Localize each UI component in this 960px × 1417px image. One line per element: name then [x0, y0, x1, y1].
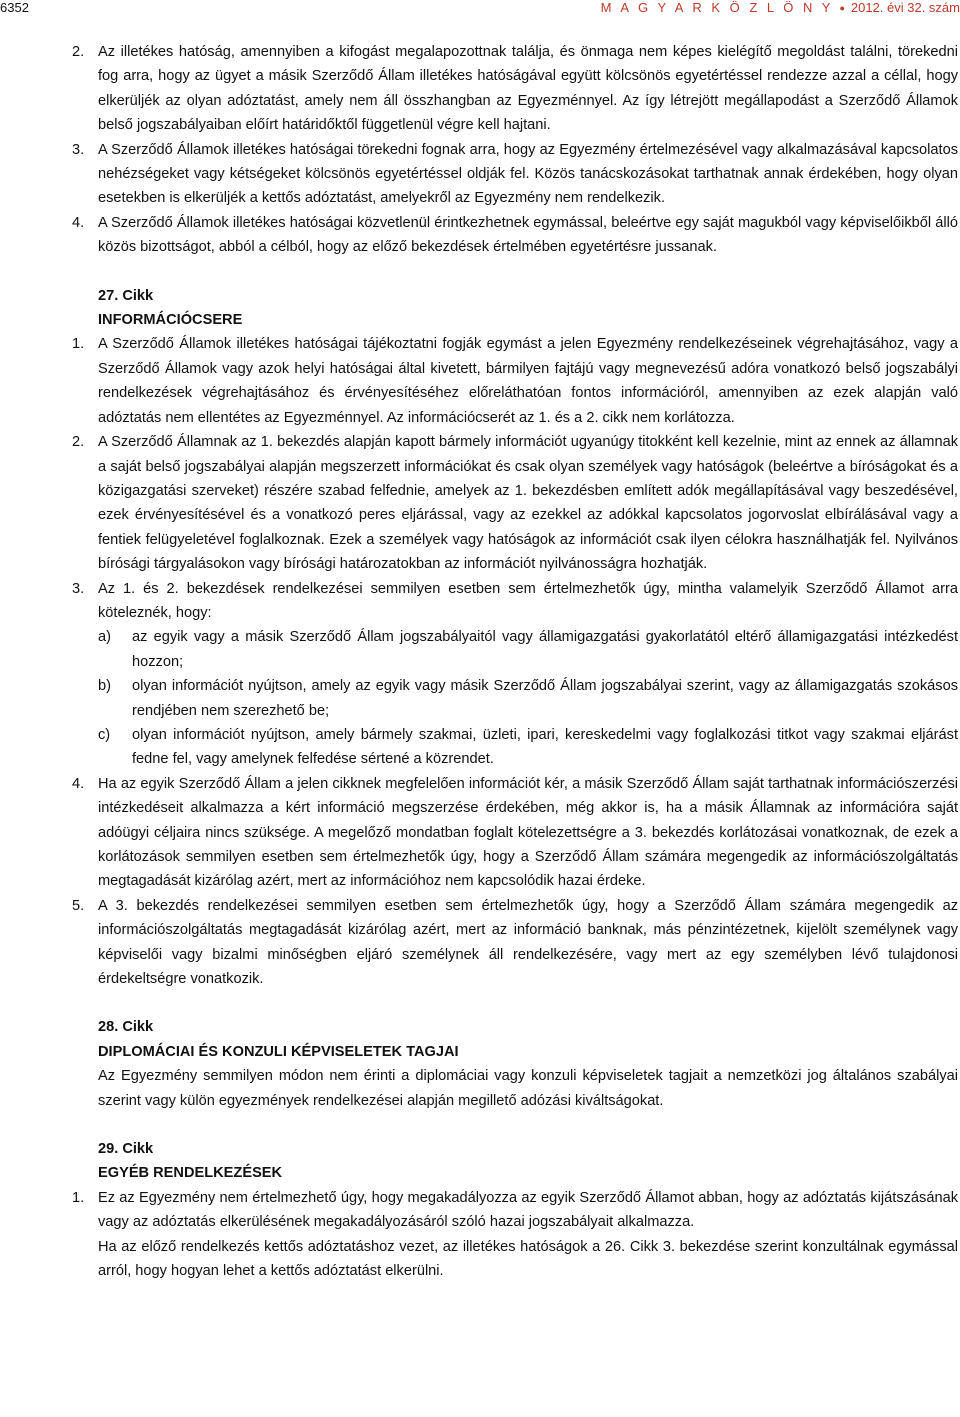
paragraph-number: 3. — [72, 580, 85, 597]
article-28-title: DIPLOMÁCIAI ÉS KONZULI KÉPVISELETEK TAGJAI — [98, 1043, 459, 1060]
article-29-number: 29. Cikk — [98, 1141, 154, 1158]
point-text: olyan információt nyújtson, amely bármely szakmai, üzleti, ipari, kereskedelmi vagy foglalkozási titkot vagy szakmai eljárást fedne fel, vagy amelynek felfedése sértené a közrendet. — [132, 726, 958, 768]
article-27-paragraph-4 — [72, 772, 958, 894]
point-label: c) — [98, 726, 111, 743]
paragraph-number: 3. — [72, 141, 85, 158]
article-28-text: Az Egyezmény semmilyen módon nem érinti a diplomáciai vagy konzuli képviseletek tagjait a nemzetközi jog általános szabályai szerint vagy külön egyezmények rendelkezései alapján megillető adózási kiváltságokat. — [98, 1068, 958, 1109]
article-27-number: 27. Cikk — [98, 287, 154, 304]
point-label: b) — [98, 678, 111, 695]
article-27-paragraph-2 — [72, 430, 958, 576]
point-label: a) — [98, 629, 111, 646]
paragraph-number: 4. — [72, 775, 85, 792]
article-27-paragraph-1 — [72, 332, 958, 430]
bullet-separator-icon: ● — [839, 3, 845, 13]
article-27-point-a — [72, 625, 958, 674]
article-27-paragraph-3 — [72, 577, 958, 626]
journal-title: M A G Y A R K Ö Z L Ö N Y — [600, 0, 834, 15]
paragraph-text: Az illetékes hatóság, amennyiben a kifogást megalapozottnak találja, és önmaga nem képes kielégítő megoldást találni, törekedni fog arra, hogy az ügyet a másik Szerződő Állam illetékes hatóságával együtt kölcsönös egyetértéssel rendezze azzal a céllal, hogy elkerüljék az olyan adóztatást, amely nem áll összhangban az Egyezménnyel. Az így létrejött megállapodást a Szerződő Államok belső jogszabályaiban előírt határidőktől függetlenül végre kell hajtani. — [98, 44, 958, 134]
article-27-title: INFORMÁCIÓCSERE — [98, 312, 243, 329]
article-29-paragraph-1-continuation: Ha az előző rendelkezés kettős adóztatáshoz vezet, az illetékes hatóságok a 26. Cikk 3. bekezdése szerint konzultálnak egymással arról, hogy hogyan lehet a kettős adóztatást elkerülni. — [98, 1238, 958, 1280]
paragraph-text: Ez az Egyezmény nem értelmezhető úgy, hogy megakadályozza az egyik Szerződő Államot abban, hogy az adóztatás kijátszásának vagy az adóztatás elkerülésének megakadályozásáról szóló hazai jogszabályait alkalmazza. — [98, 1189, 958, 1231]
paragraph-number: 5. — [72, 897, 85, 914]
paragraph-number: 1. — [72, 336, 85, 353]
article-27-paragraph-5 — [72, 894, 958, 992]
journal-issue: 2012. évi 32. szám — [850, 0, 960, 15]
paragraph-text: A Szerződő Államok illetékes hatóságai törekedni fognak arra, hogy az Egyezmény értelmezésével vagy alkalmazásával kapcsolatos nehézségeket vagy kétségeket kölcsönös egyetértéssel oldják fel. Közös tanácskozásokat tarthatnak annak érdekében, hogy olyan esetekben is elkerüljék a kettős adóztatást, amelyekről az Egyezmény nem rendelkezik. — [98, 141, 958, 207]
paragraph-text: A 3. bekezdés rendelkezései semmilyen esetben sem értelmezhetők úgy, hogy a Szerződő Állam számára megengedik az információszolgáltatás megtagadását kizárólag azért, mert az információ banknak, más pénzintézetnek, kijelölt személynek vagy képviselői vagy bizalmi minőségben eljáró személynek áll rendelkezésére, vagy mert az egy személyben lévő tulajdonosi érdekeltségre vonatkozik. — [98, 897, 958, 988]
paragraph-text: Ha az egyik Szerződő Állam a jelen cikknek megfelelően információt kér, a másik Szerződő Állam saját tarthatnak információszerzési intézkedéseit alkalmazza a kért információ megszerzése érdekében, még akkor is, ha a másik Államnak az információra saját adóügyi céljaira nincs szüksége. A megelőző mondatban foglalt kötelezettségre a 3. bekezdés korlátozásai vonatkoznak, de ezek a korlátozások semmilyen esetben sem értelmezhetők úgy, hogy a Szerződő Állam számára megengedik az információszolgáltatás megtagadását kizárólag azért, mert az információhoz nem kapcsolódik hazai érdeke. — [98, 775, 958, 890]
paragraph-number: 4. — [72, 214, 85, 231]
point-text: olyan információt nyújtson, amely az egyik vagy másik Szerződő Állam jogszabályai szerint, vagy az államigazgatás szokásos rendjében nem szerezhető be; — [132, 678, 958, 719]
article-29-paragraph-1 — [72, 1186, 958, 1235]
paragraph-text: Az 1. és 2. bekezdések rendelkezései semmilyen esetben sem értelmezhetők úgy, mintha valamelyik Szerződő Államot arra köteleznék, hogy: — [98, 580, 958, 621]
article-26-paragraph-4 — [72, 211, 958, 260]
paragraph-text: A Szerződő Államok illetékes hatóságai tájékoztatni fogják egymást a jelen Egyezmény rendelkezéseinek végrehajtásához, vagy a Szerződő Államok vagy azok helyi hatóságai által kivetett, bármilyen fajtájú vagy megnevezésű adóra vonatkozó belső jogszabályi rendelkezések végrehajtásához és érvényesítéséhez előreláthatóan fontos információról, amennyiben az ezek alapján való adóztatás nem ellentétes az Egyezménnyel. Az információcserét az 1. és a 2. cikk nem korlátozza. — [98, 336, 958, 426]
article-26-paragraph-2 — [72, 40, 958, 138]
article-27-point-b — [72, 674, 958, 723]
paragraph-number: 2. — [72, 434, 85, 451]
paragraph-text: A Szerződő Államok illetékes hatóságai közvetlenül érintkezhetnek egymással, beleértve egy saját magukból vagy képviselőikből álló közös bizottságot, abból a célból, hogy az előző bekezdések értelmében egyetértésre jussanak. — [98, 214, 958, 256]
page-header — [0, 0, 960, 20]
document-body — [72, 40, 958, 1284]
point-text: az egyik vagy a másik Szerződő Állam jogszabályaitól vagy államigazgatási gyakorlatától eltérő államigazgatási intézkedést hozzon; — [132, 629, 958, 670]
paragraph-number: 2. — [72, 44, 85, 60]
paragraph-number: 1. — [72, 1189, 85, 1206]
journal-masthead — [601, 0, 960, 15]
page-number: 6352 — [0, 0, 29, 15]
article-29-title: EGYÉB RENDELKEZÉSEK — [98, 1165, 283, 1182]
article-26-paragraph-3 — [72, 138, 958, 211]
article-28-number: 28. Cikk — [98, 1019, 154, 1036]
article-27-point-c — [72, 723, 958, 772]
paragraph-text: A Szerződő Államnak az 1. bekezdés alapján kapott bármely információt ugyanúgy titokként kell kezelnie, mint az ennek az államnak a saját belső jogszabályai alapján megszerzett információkat és csak olyan személyek vagy hatóságok (beleértve a bíróságokat és a közigazgatási szerveket) részére szabad felfednie, amelyek az 1. bekezdésben említett adók megállapításával vagy beszedésével, ezek érvényesítésével és a vonatkozó peres eljárással, vagy az ezekkel az adókkal kapcsolatos jogorvoslat elbírálásával vagy a fentiek felügyeletével foglalkoznak. Ezek a személyek vagy hatóságok az információt csak ilyen célokra használhatják fel. Nyilvános bírósági tárgyalásokon vagy bírósági határozatokban az információt nyilvánosságra hozhatják. — [98, 434, 958, 573]
